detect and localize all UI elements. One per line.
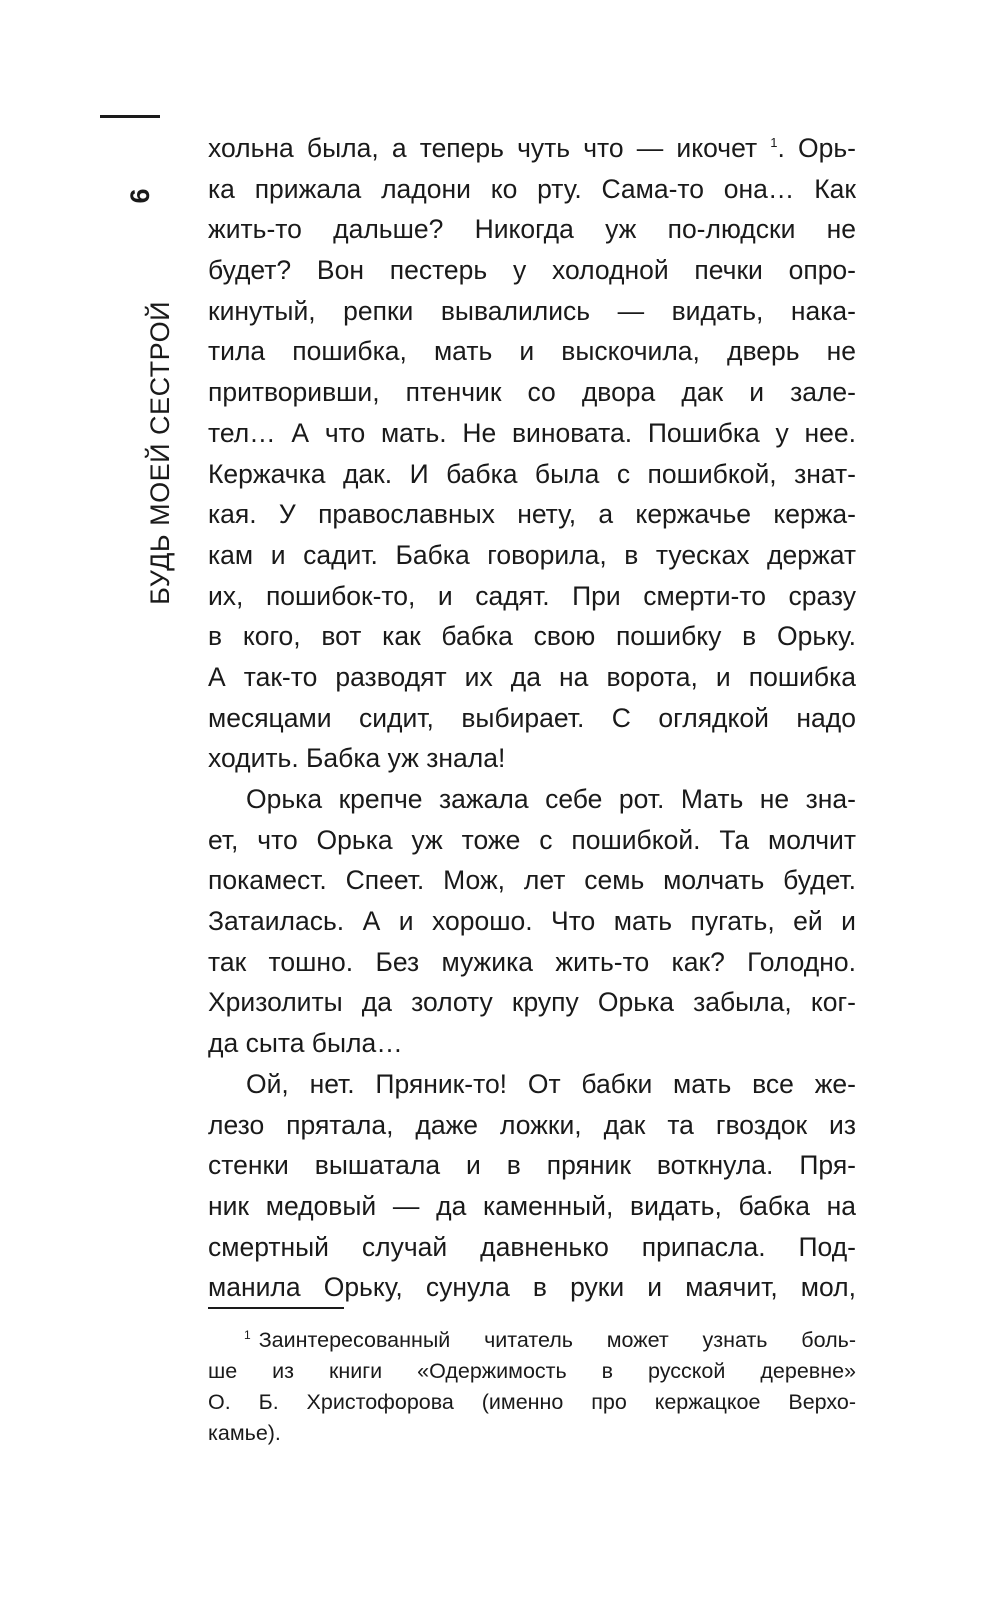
text-line: кам и садит. Бабка говорила, в туесках держат bbox=[208, 539, 856, 570]
text-line: ник медовый — да каменный, видать, бабка на bbox=[208, 1190, 856, 1221]
footnote-line: ше из книги «Одержимость в русской деревне» bbox=[208, 1359, 856, 1383]
text-line: Ой, нет. Пряник-то! От бабки мать все же- bbox=[246, 1068, 856, 1099]
running-title: БУДЬ МОЕЙ СЕСТРОЙ bbox=[145, 301, 175, 605]
footnote-rule bbox=[208, 1307, 344, 1309]
footnote-line: $^1$ Заинтересованный читатель может узнать боль- bbox=[244, 1327, 856, 1352]
text-line: Орька крепче зажала себе рот. Мать не зна- bbox=[246, 784, 856, 814]
text-line: смертный случай давненько припасла. Под- bbox=[208, 1231, 856, 1262]
body-text bbox=[208, 128, 856, 1308]
page-number: 6 bbox=[125, 188, 155, 204]
text-line: ка прижала ладони ко рту. Сама-то она… Как bbox=[208, 173, 856, 204]
text-line: Хризолиты да золоту крупу Орька забыла, ког- bbox=[208, 987, 856, 1018]
text-line: ет, что Орька уж тоже с пошибкой. Та молчит bbox=[208, 824, 856, 855]
text-line: да сыта была… bbox=[208, 1028, 403, 1059]
text-line: в кого, вот как бабка свою пошибку в Орьку. bbox=[208, 621, 856, 652]
text-line: кая. У православных нету, а кержачье кержа- bbox=[208, 499, 856, 530]
text-line: притворивши, птенчик со двора дак и зале- bbox=[208, 377, 856, 408]
text-line: покамест. Спеет. Мож, лет семь молчать будет. bbox=[208, 865, 856, 896]
text-line: будет? Вон пестерь у холодной печки опро- bbox=[208, 255, 856, 286]
text-line: жить-то дальше? Никогда уж по-людски не bbox=[208, 214, 856, 245]
footnote-number: 1 bbox=[244, 1327, 251, 1342]
text-line: Затаилась. А и хорошо. Что мать пугать, ей и bbox=[208, 906, 856, 937]
text-line: манила Орьку, сунула в руки и маячит, мол, bbox=[208, 1272, 856, 1303]
text-line: лезо прятала, даже ложки, дак та гвоздок из bbox=[208, 1109, 856, 1140]
footnote-marker: 1 bbox=[770, 135, 778, 151]
text-line: Кержачка дак. И бабка была с пошибкой, знат- bbox=[208, 458, 856, 489]
footnote-line: камье). bbox=[208, 1421, 281, 1445]
text-line: месяцами сидит, выбирает. С оглядкой надо bbox=[208, 702, 856, 733]
text-line: кинутый, репки вывалились — видать, нака- bbox=[208, 295, 856, 326]
text-line: тила пошибка, мать и выскочила, дверь не bbox=[208, 336, 856, 367]
text-line: тел… А что мать. Не виновата. Пошибка у нее. bbox=[208, 417, 856, 448]
footnote-line: О. Б. Христофорова (именно про кержацкое Верхо- bbox=[208, 1390, 856, 1414]
footnote bbox=[208, 1325, 856, 1449]
text-line: их, пошибок-то, и садят. При смерти-то сразу bbox=[208, 580, 856, 611]
header-rule bbox=[100, 115, 160, 118]
text-line: так тошно. Без мужика жить-то как? Голодно. bbox=[208, 946, 856, 977]
text-line: хольна была, а теперь чуть что — икочет $^1$. Орь- bbox=[208, 133, 856, 163]
text-line: ходить. Бабка уж знала! bbox=[208, 743, 506, 774]
text-line: стенки вышатала и в пряник воткнула. Пря- bbox=[208, 1150, 856, 1181]
text-line: А так-то разводят их да на ворота, и пошибка bbox=[208, 661, 856, 692]
